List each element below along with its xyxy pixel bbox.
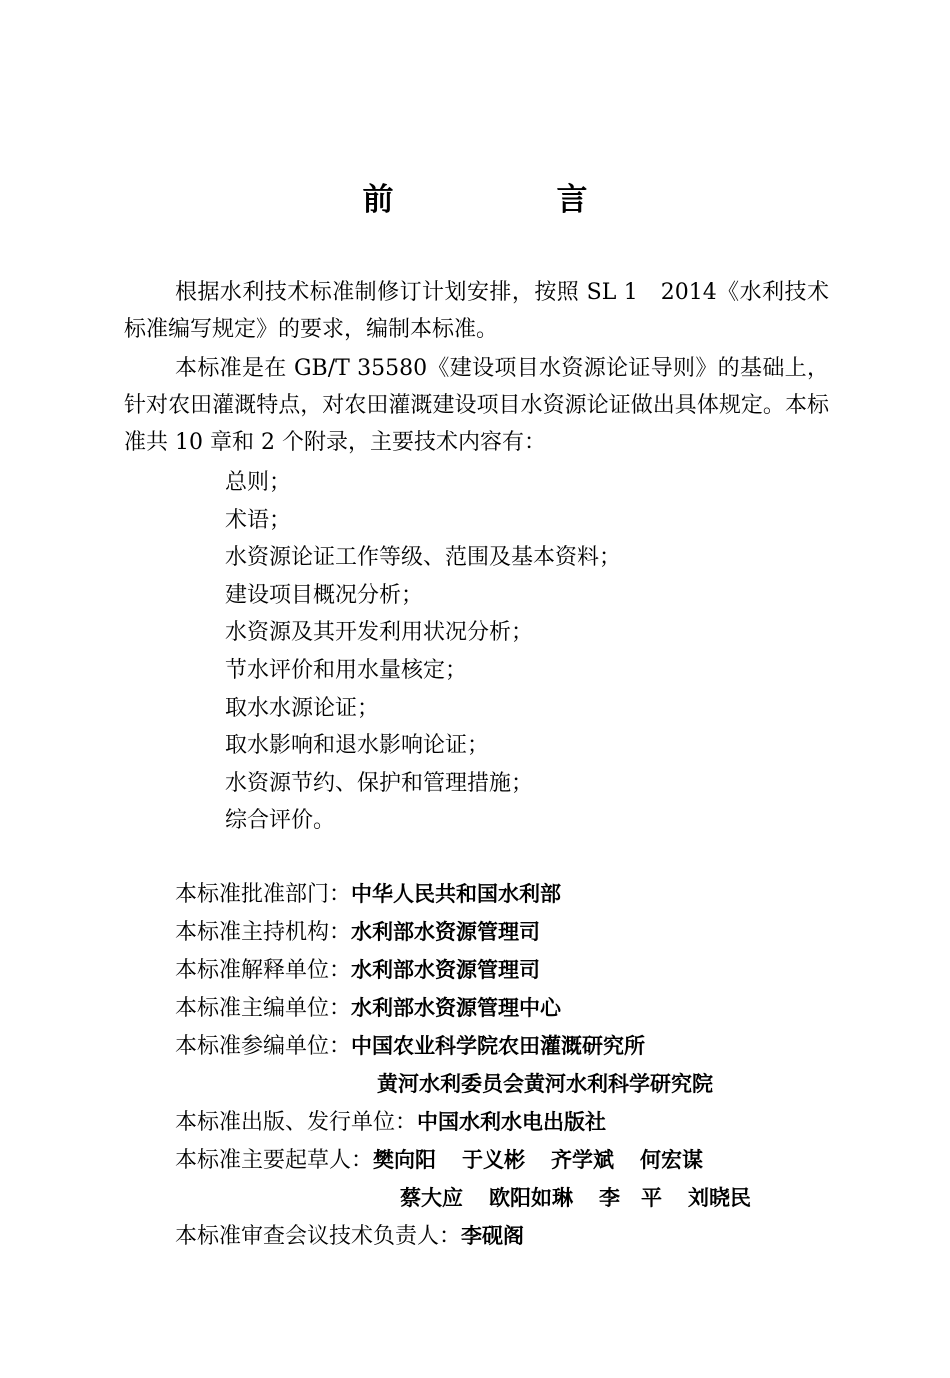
credit-value: 李砚阁 bbox=[461, 1224, 525, 1248]
credit-value: 中国农业科学院农田灌溉研究所 bbox=[351, 1034, 646, 1058]
drafter-name: 何宏谋 bbox=[640, 1148, 704, 1172]
credit-value: 水利部水资源管理司 bbox=[351, 958, 541, 982]
credit-value: 水利部水资源管理司 bbox=[351, 920, 541, 944]
drafters-row-1 bbox=[373, 1148, 729, 1172]
credit-chief-editor bbox=[175, 990, 561, 1027]
credit-reviewer bbox=[175, 1218, 524, 1255]
technical-contents-list bbox=[225, 464, 621, 840]
page-title: 前 言 bbox=[362, 182, 654, 218]
credit-label: 本标准主持机构： bbox=[175, 920, 352, 945]
credit-label: 本标准审查会议技术负责人： bbox=[175, 1224, 462, 1249]
credit-drafters bbox=[175, 1142, 729, 1179]
credit-label: 本标准主要起草人： bbox=[175, 1148, 374, 1173]
credit-label: 本标准解释单位： bbox=[175, 958, 352, 983]
credit-publisher bbox=[175, 1104, 606, 1141]
drafter-name: 刘晓民 bbox=[688, 1186, 751, 1210]
intro-paragraph-2: 本标准是在 GB/T 35580《建设项目水资源论证导则》的基础上，针对农田灌溉特点，对农田灌溉建设项目水资源论证做出具体规定。本标准共 10 章和 2 个附录，主要技术内容有： bbox=[124, 356, 829, 455]
list-item: 水资源及其开发利用状况分析； bbox=[225, 620, 534, 646]
credit-approval bbox=[175, 876, 561, 913]
credit-value: 水利部水资源管理中心 bbox=[351, 996, 562, 1020]
list-item: 水资源节约、保护和管理措施； bbox=[225, 770, 534, 796]
list-item: 取水水源论证； bbox=[225, 695, 380, 721]
list-item: 水资源论证工作等级、范围及基本资料； bbox=[225, 545, 622, 571]
drafter-name: 欧阳如琳 bbox=[489, 1186, 573, 1210]
list-item: 取水影响和退水影响论证； bbox=[225, 733, 490, 759]
drafter-name: 樊向阳 bbox=[373, 1148, 437, 1172]
credit-label: 本标准出版、发行单位： bbox=[175, 1110, 418, 1135]
list-item: 综合评价。 bbox=[225, 808, 336, 834]
credit-participating-continued: 黄河水利委员会黄河水利科学研究院 bbox=[377, 1072, 713, 1096]
drafter-name: 齐学斌 bbox=[551, 1148, 615, 1172]
intro-paragraph-1: 根据水利技术标准制修订计划安排，按照 SL 1 2014《水利技术标准编写规定》的要求，编制本标准。 bbox=[124, 280, 829, 342]
credit-value: 中华人民共和国水利部 bbox=[351, 882, 562, 906]
drafter-name: 李 平 bbox=[599, 1186, 662, 1210]
list-item: 术语； bbox=[225, 507, 292, 533]
list-item: 总则； bbox=[225, 470, 292, 495]
list-item: 建设项目概况分析； bbox=[225, 582, 424, 608]
credit-label: 本标准参编单位： bbox=[175, 1034, 352, 1059]
credit-label: 本标准批准部门： bbox=[175, 882, 352, 907]
drafter-name: 于义彬 bbox=[462, 1148, 526, 1172]
drafter-name: 蔡大应 bbox=[400, 1186, 463, 1210]
credit-value: 中国水利水电出版社 bbox=[417, 1110, 607, 1134]
credit-host bbox=[175, 914, 540, 951]
credit-label: 本标准主编单位： bbox=[175, 996, 352, 1021]
list-item: 节水评价和用水量核定； bbox=[225, 657, 468, 683]
credit-interpret bbox=[175, 952, 540, 989]
drafters-row-2 bbox=[400, 1180, 777, 1217]
credit-participating bbox=[175, 1028, 645, 1065]
